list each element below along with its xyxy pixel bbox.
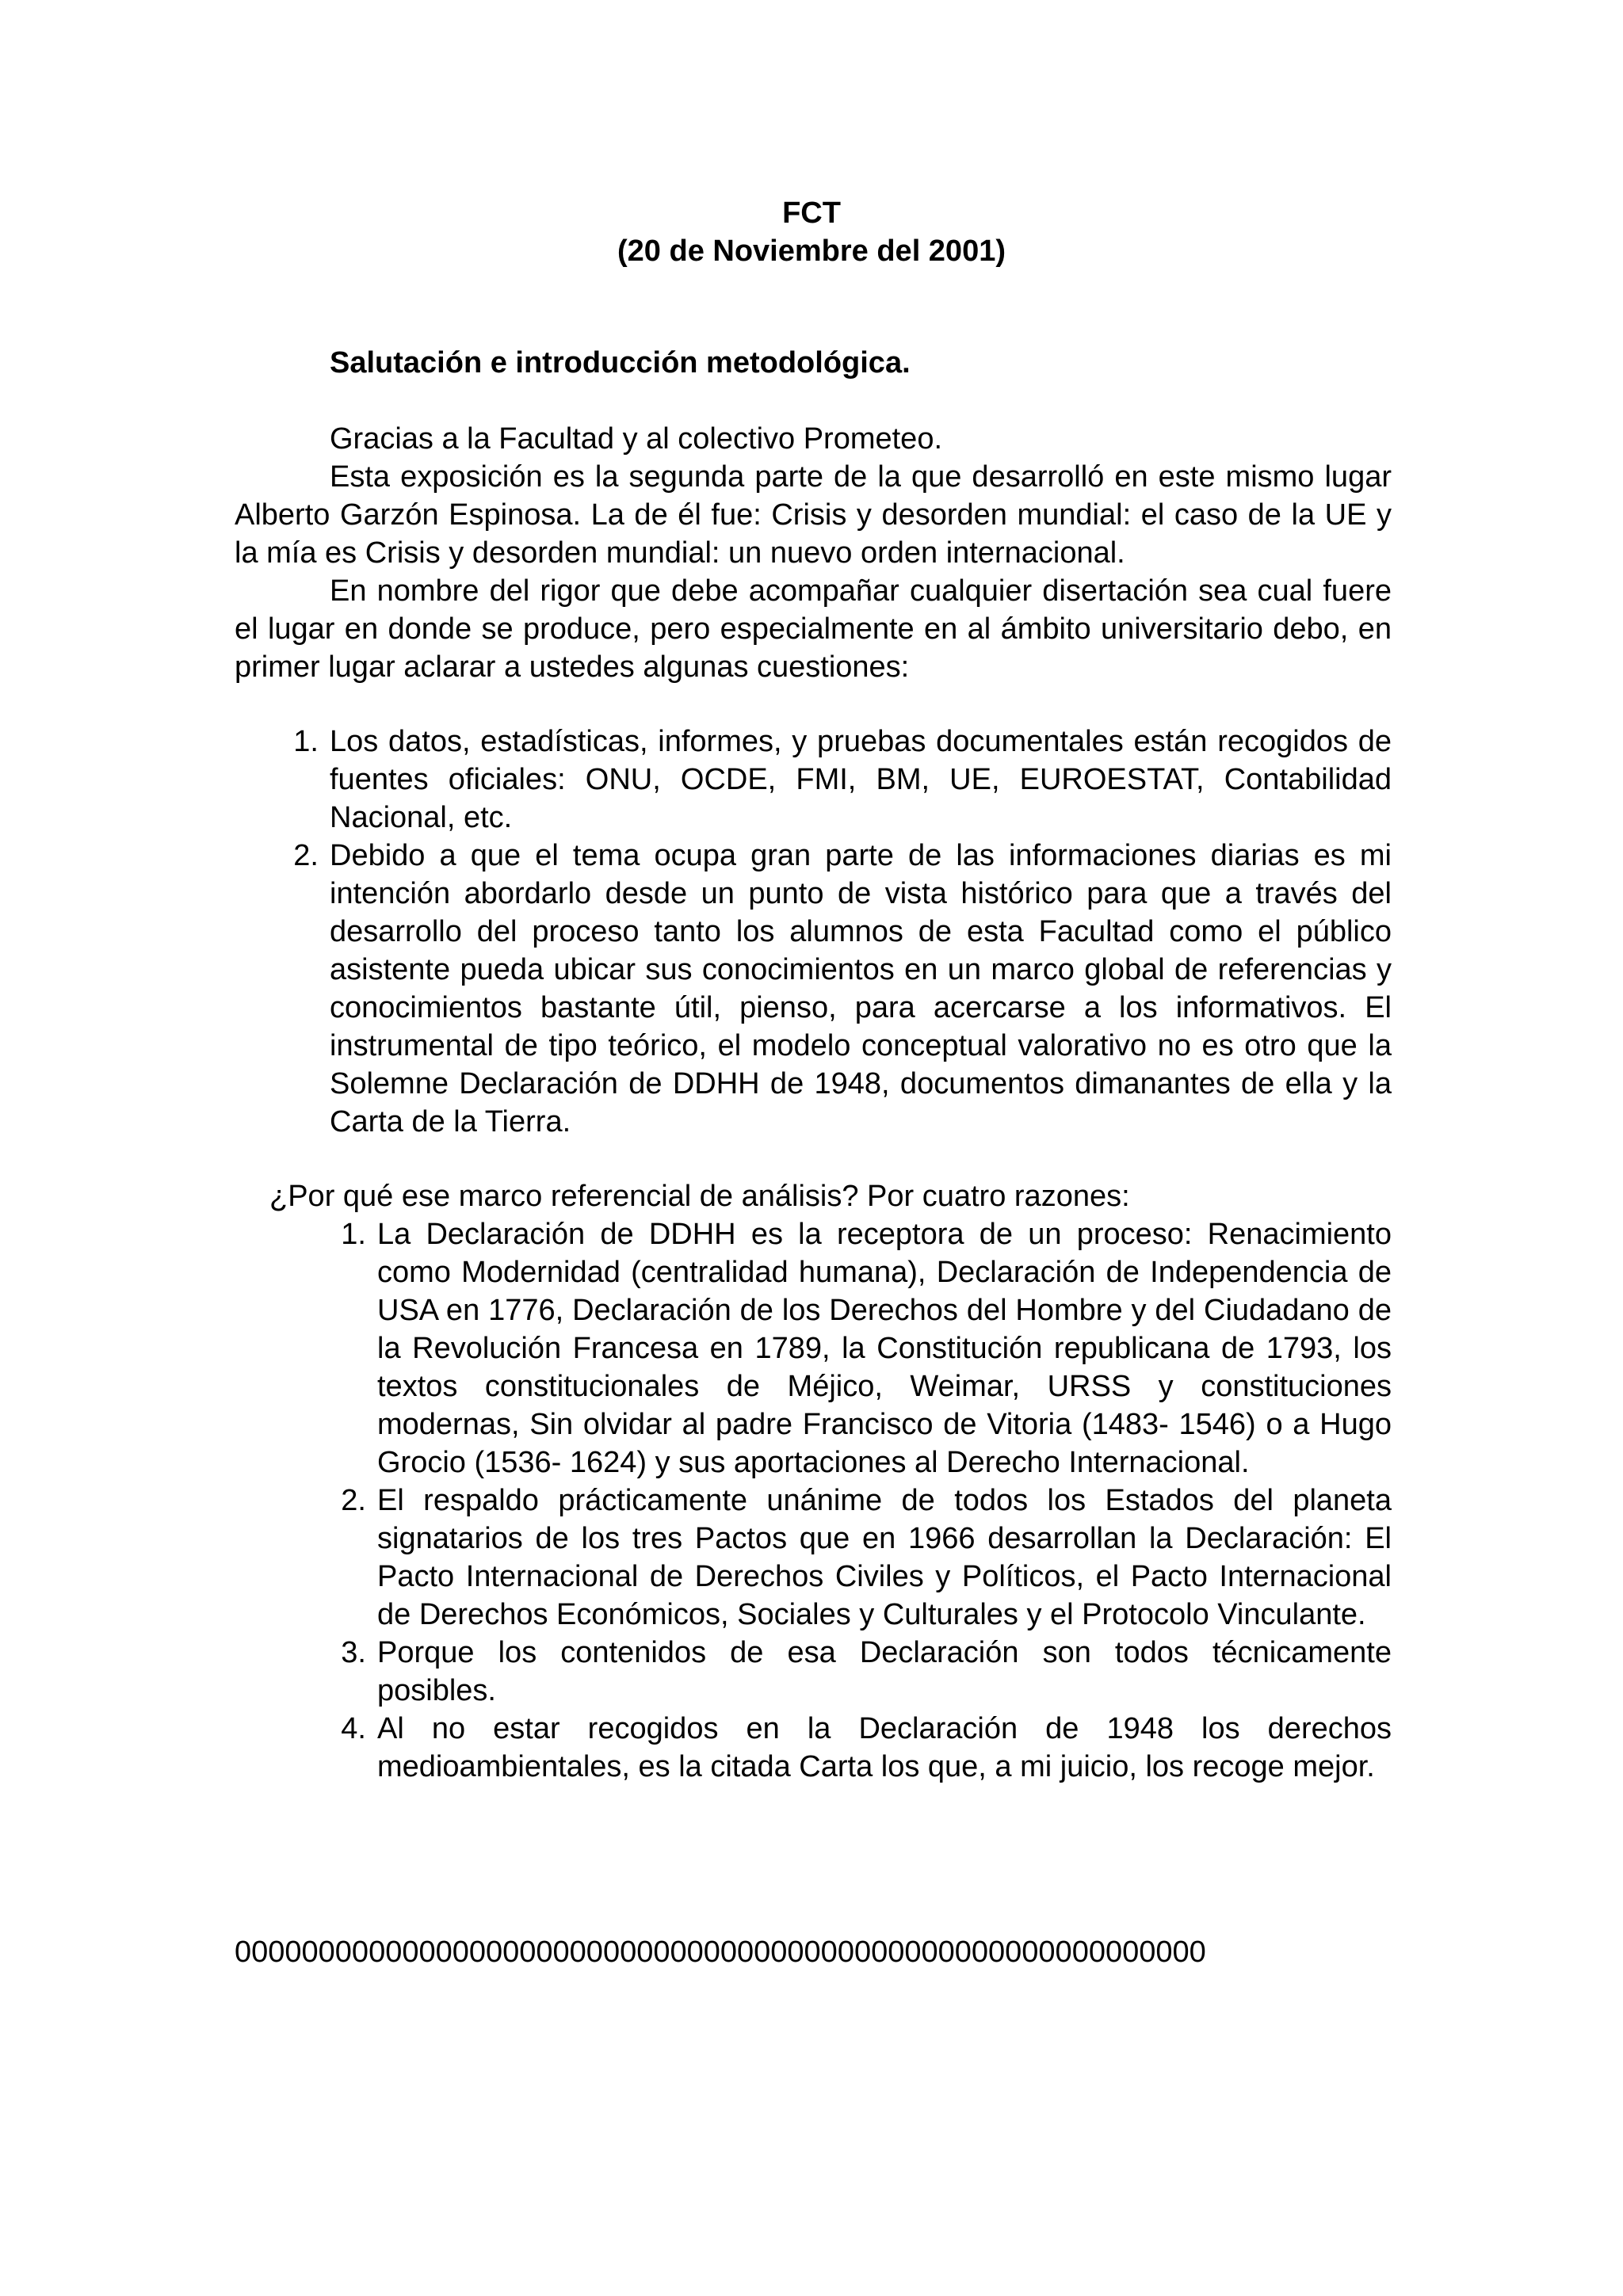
list-item-number: 3. xyxy=(341,1636,366,1669)
reasons-list xyxy=(282,1215,1392,1786)
list-item xyxy=(235,837,1392,1141)
list-item-number: 1. xyxy=(341,1218,366,1251)
question-line: ¿Por qué ese marco referencial de análisis? Por cuatro razones: xyxy=(269,1180,1130,1213)
list-item xyxy=(282,1482,1392,1634)
list-item xyxy=(282,1215,1392,1482)
list-item-text: El respaldo prácticamente unánime de todos los Estados del planeta signatarios de los tres Pactos que en 1966 desarrollan la Declaración: El Pacto Internacional de Derechos Civiles y Políticos, el Pacto Internacional de Derechos Económicos, Sociales y Culturales y el Protocolo Vinculante. xyxy=(377,1484,1392,1631)
document-title: FCT xyxy=(782,196,841,230)
paragraph-3: En nombre del rigor que debe acompañar cualquier disertación sea cual fuere el lugar en donde se produce, pero especialmente en al ámbito universitario debo, en primer lugar aclarar a ustedes algunas cuestiones: xyxy=(235,574,1392,684)
paragraph-2: Esta exposición es la segunda parte de la que desarrolló en este mismo lugar Alberto Garzón Espinosa. La de él fue: Crisis y desorden mundial: el caso de la UE y la mía es Crisis y desorden mundial: un nuevo orden internacional. xyxy=(235,460,1392,570)
list-item-text: Porque los contenidos de esa Declaración son todos técnicamente posibles. xyxy=(377,1636,1392,1707)
list-item-number: 2. xyxy=(293,839,319,872)
list-item-number: 2. xyxy=(341,1484,366,1517)
methodology-list xyxy=(235,723,1392,1141)
separator-line: 0000000000000000000000000000000000000000000000000000000000 xyxy=(235,1936,1206,1969)
list-item xyxy=(282,1710,1392,1786)
list-item xyxy=(235,723,1392,837)
list-item-text: Al no estar recogidos en la Declaración de 1948 los derechos medioambientales, es la citada Carta los que, a mi juicio, los recoge mejor. xyxy=(377,1712,1392,1783)
document-date: (20 de Noviembre del 2001) xyxy=(617,235,1006,268)
list-item-text: La Declaración de DDHH es la receptora de un proceso: Renacimiento como Modernidad (centralidad humana), Declaración de Independencia de USA en 1776, Declaración de los Derechos del Hombre y del Ciudadano de la Revolución Francesa en 1789, la Constitución republicana de 1793, los textos constitucionales de Méjico, Weimar, URSS y constituciones modernas, Sin olvidar al padre Francisco de Vitoria (1483- 1546) o a Hugo Grocio (1536- 1624) y sus aportaciones al Derecho Internacional. xyxy=(377,1218,1392,1479)
list-item-text: Los datos, estadísticas, informes, y pruebas documentales están recogidos de fuentes oficiales: ONU, OCDE, FMI, BM, UE, EUROESTAT, Contabilidad Nacional, etc. xyxy=(330,725,1392,834)
list-item-number: 1. xyxy=(293,725,319,758)
list-item-number: 4. xyxy=(341,1712,366,1745)
section-heading: Salutación e introducción metodológica. xyxy=(330,346,911,379)
list-item-text: Debido a que el tema ocupa gran parte de las informaciones diarias es mi intención abordarlo desde un punto de vista histórico para que a través del desarrollo del proceso tanto los alumnos de esta Facultad como el público asistente pueda ubicar sus conocimientos en un marco global de referencias y conocimientos bastante útil, pienso, para acercarse a los informativos. El instrumental de tipo teórico, el modelo conceptual valorativo no es otro que la Solemne Declaración de DDHH de 1948, documentos dimanantes de ella y la Carta de la Tierra. xyxy=(330,839,1392,1138)
paragraph-1: Gracias a la Facultad y al colectivo Prometeo. xyxy=(330,422,943,456)
list-item xyxy=(282,1634,1392,1710)
